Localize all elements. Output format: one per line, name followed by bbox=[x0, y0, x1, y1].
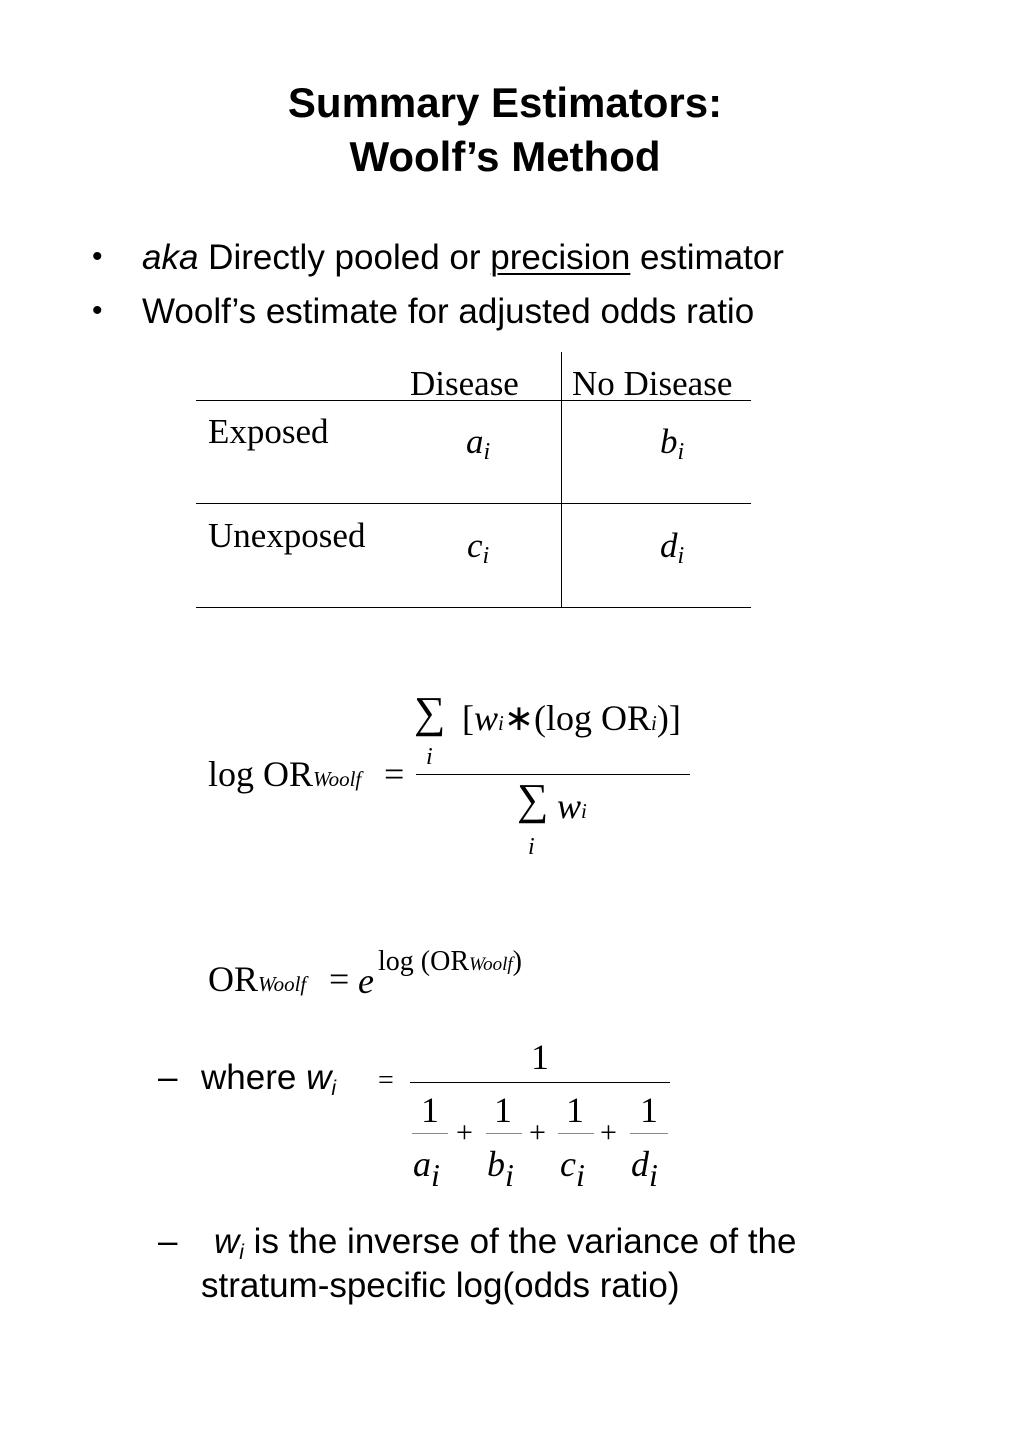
term-a-num: 1 bbox=[421, 1090, 439, 1130]
sum-icon: ∑ bbox=[517, 775, 549, 824]
weights-numerator: 1 bbox=[531, 1037, 549, 1077]
or-lhs: ORWoolf bbox=[208, 959, 307, 999]
term-c-den: ci bbox=[560, 1144, 585, 1193]
plus-icon: + bbox=[456, 1116, 473, 1149]
term-b-den: bi bbox=[487, 1144, 514, 1193]
term-a-den: ai bbox=[413, 1144, 440, 1193]
sum-icon: ∑ bbox=[414, 688, 446, 737]
dash-icon: – bbox=[158, 1222, 178, 1261]
cell-d: $d_i$ bbox=[660, 526, 685, 569]
term-c-num: 1 bbox=[566, 1090, 584, 1130]
formula-equals: = bbox=[384, 754, 405, 794]
cell-a: $a_i$ bbox=[466, 422, 491, 465]
weights-equals: = bbox=[378, 1065, 394, 1096]
sum-index: i bbox=[528, 834, 535, 860]
note-line-1: wi is the inverse of the variance of the bbox=[214, 1222, 797, 1264]
dash-icon: – bbox=[158, 1058, 178, 1097]
or-equals: = bbox=[329, 959, 350, 999]
note-line-2: stratum-specific log(odds ratio) bbox=[201, 1266, 680, 1305]
or-base-e: e bbox=[358, 961, 374, 1001]
row-header-unexposed: Unexposed bbox=[208, 516, 366, 555]
col-header-disease: Disease bbox=[410, 364, 519, 403]
term-b-num: 1 bbox=[494, 1090, 512, 1130]
cell-c: $c_i$ bbox=[467, 526, 490, 569]
cell-b: $b_i$ bbox=[660, 422, 685, 465]
weights-label: where wi bbox=[201, 1058, 337, 1100]
term-d-num: 1 bbox=[640, 1090, 658, 1130]
formula-numerator: [wi∗(log ORi)] bbox=[462, 698, 681, 738]
formula-lhs: log ORWoolf bbox=[208, 754, 362, 794]
formula-denominator: wi bbox=[557, 786, 587, 826]
bullet-icon: • bbox=[92, 294, 103, 327]
bullet-text-before: Directly pooled or bbox=[198, 238, 491, 277]
bullet-text-after: estimator bbox=[630, 238, 784, 277]
row-header-exposed: Exposed bbox=[208, 412, 329, 451]
plus-icon: + bbox=[529, 1116, 546, 1149]
term-d-den: di bbox=[631, 1144, 658, 1193]
precision-text: precision bbox=[490, 238, 631, 277]
aka-text: aka bbox=[142, 238, 199, 277]
title-line-1: Summary Estimators: bbox=[287, 79, 723, 126]
col-header-no-disease: No Disease bbox=[572, 364, 733, 403]
sum-index: i bbox=[426, 744, 433, 770]
bullet-text: Woolf’s estimate for adjusted odds ratio bbox=[142, 292, 755, 331]
plus-icon: + bbox=[600, 1116, 617, 1149]
or-exponent: log (ORWoolf) bbox=[378, 946, 522, 977]
title-line-2: Woolf’s Method bbox=[349, 133, 661, 180]
bullet-icon: • bbox=[92, 240, 103, 273]
